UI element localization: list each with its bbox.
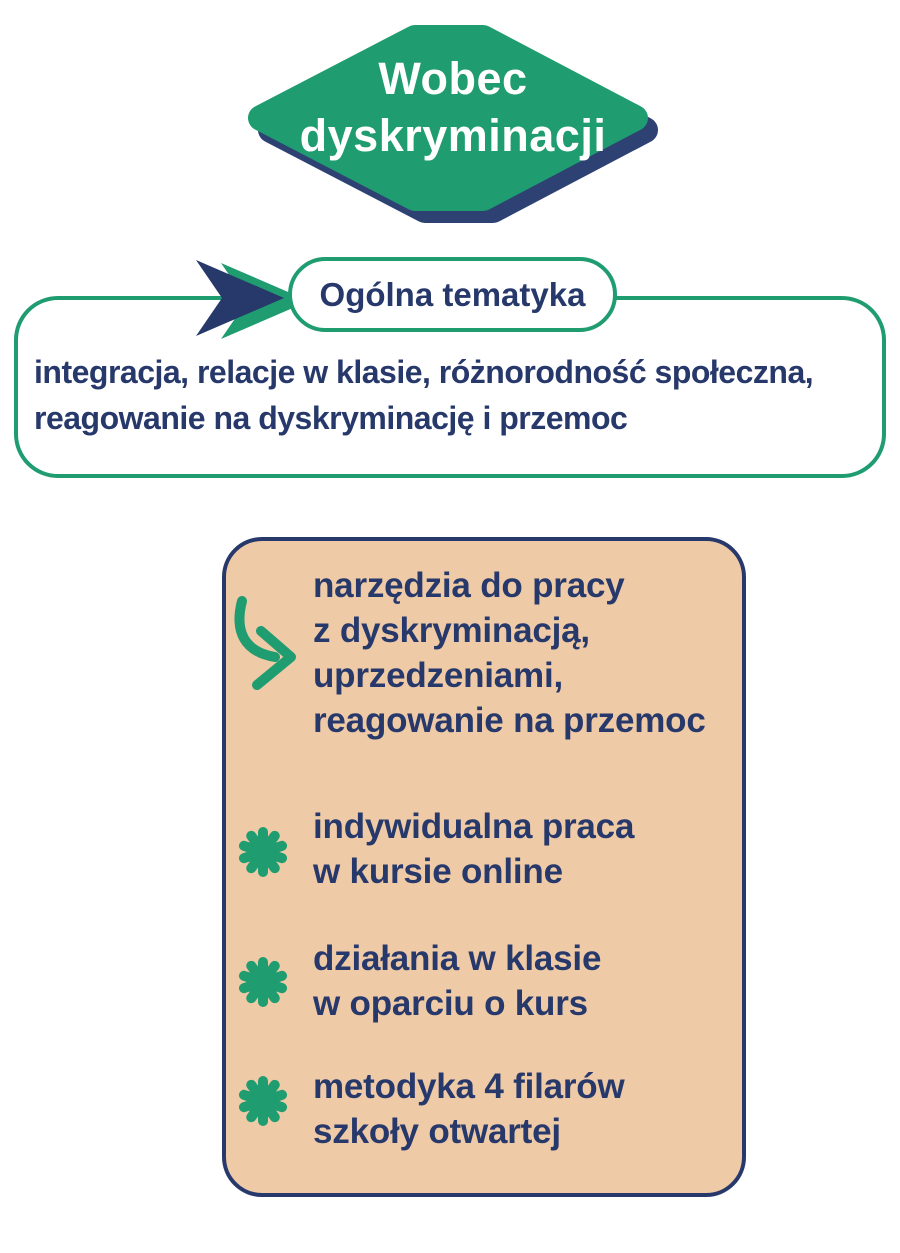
detail-item-1: [313, 563, 706, 743]
asterisk-icon: [237, 826, 289, 878]
detail-item-4-line1: metodyka 4 filarów: [313, 1067, 625, 1106]
topic-pill-label: Ogólna tematyka: [319, 275, 586, 313]
detail-item-1-line4: reagowanie na przemoc: [313, 701, 706, 740]
curved-arrow-icon: [229, 594, 311, 690]
detail-item-4: [313, 1064, 625, 1154]
asterisk-icon: [237, 1075, 289, 1127]
detail-item-1-line3: uprzedzeniami,: [313, 656, 564, 695]
detail-item-2-line1: indywidualna praca: [313, 807, 635, 846]
badge-title-line1: Wobec: [378, 53, 528, 104]
detail-item-2: [313, 804, 634, 894]
topic-body-line1: integracja, relacje w klasie, różnorodność społeczna,: [34, 354, 814, 390]
topic-pill: [288, 257, 617, 332]
topic-body-line2: reagowanie na dyskryminację i przemoc: [34, 400, 628, 436]
badge-title-line2: dyskryminacji: [299, 110, 607, 161]
detail-item-1-line2: z dyskryminacją,: [313, 611, 590, 650]
detail-item-2-line2: w kursie online: [313, 852, 563, 891]
asterisk-icon: [237, 956, 289, 1008]
detail-item-3: [313, 936, 601, 1026]
badge-title: [243, 50, 663, 164]
detail-item-3-line2: w oparciu o kurs: [313, 984, 588, 1023]
topic-body-text: [34, 349, 874, 441]
detail-item-3-line1: działania w klasie: [313, 939, 602, 978]
detail-item-4-line2: szkoły otwartej: [313, 1112, 561, 1151]
detail-item-1-line1: narzędzia do pracy: [313, 566, 625, 605]
